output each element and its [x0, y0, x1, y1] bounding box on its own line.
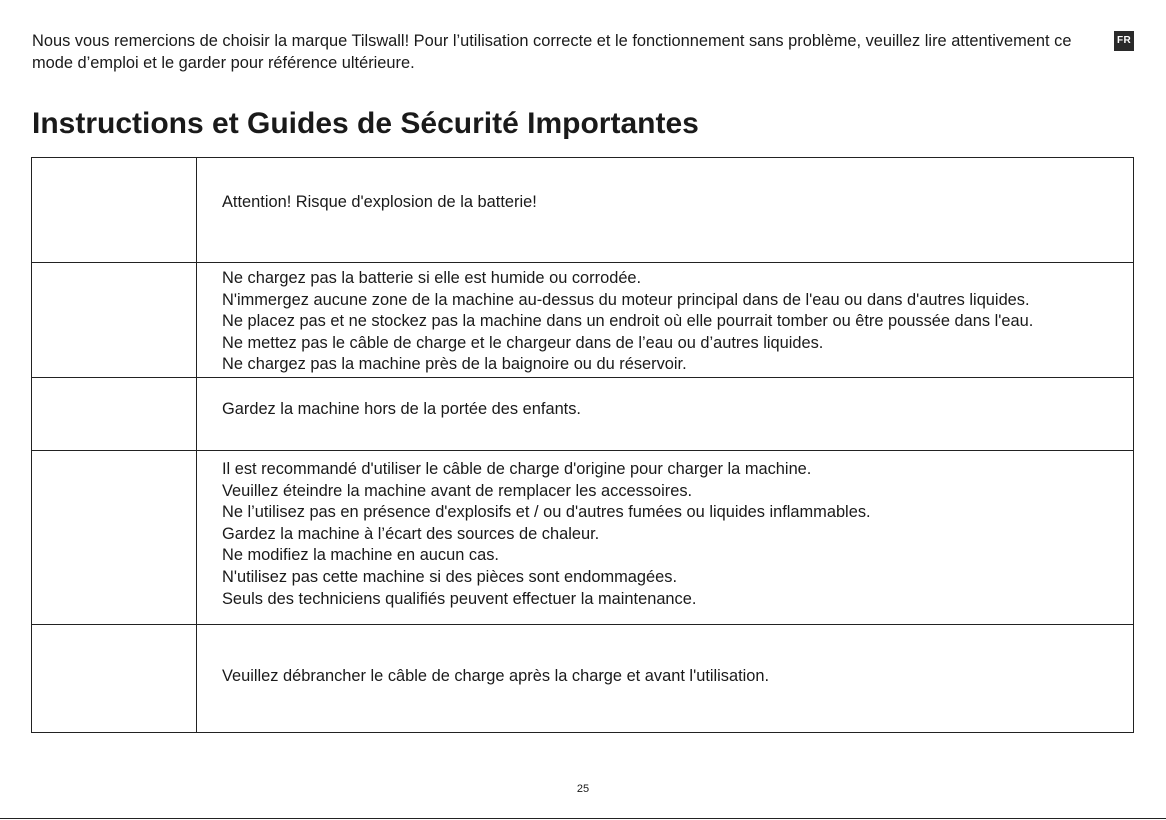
- safety-instruction: Ne l’utilisez pas en présence d'explosifs et / ou d'autres fumées ou liquides inflammables.: [222, 503, 871, 522]
- safety-row-unplug: [32, 625, 1133, 732]
- safety-text-cell: [197, 263, 1133, 377]
- safety-instruction: Veuillez débrancher le câble de charge après la charge et avant l'utilisation.: [222, 667, 770, 685]
- safety-instruction: Il est recommandé d'utiliser le câble de charge d'origine pour charger la machine.: [222, 460, 812, 478]
- intro-line-2: mode d’emploi et le garder pour référence ultérieure.: [32, 54, 415, 72]
- page-number: 25: [576, 783, 590, 795]
- safety-icon-cell: [32, 263, 197, 377]
- bottom-divider: [0, 818, 1166, 819]
- page-title: Instructions et Guides de Sécurité Importantes: [32, 107, 699, 140]
- safety-icon-cell: [32, 451, 197, 624]
- safety-row-battery-explosion: [32, 158, 1133, 263]
- safety-instruction: Attention! Risque d'explosion de la batterie!: [222, 193, 537, 211]
- intro-line-1: Nous vous remercions de choisir la marque Tilswall! Pour l’utilisation correcte et le fonctionnement sans problème, veuillez lire attentivement ce: [32, 32, 1072, 50]
- language-badge: FR: [1114, 31, 1134, 51]
- safety-icon-cell: [32, 625, 197, 732]
- safety-instruction: Ne placez pas et ne stockez pas la machine dans un endroit où elle pourrait tomber ou être poussée dans l'eau.: [222, 312, 1034, 331]
- safety-text-cell: [197, 451, 1133, 624]
- safety-instruction: Veuillez éteindre la machine avant de remplacer les accessoires.: [222, 481, 693, 500]
- safety-icon-cell: [32, 158, 197, 262]
- safety-instruction: Ne chargez pas la machine près de la baignoire ou du réservoir.: [222, 355, 687, 374]
- safety-row-children: [32, 378, 1133, 451]
- safety-text-cell: [197, 158, 1133, 262]
- safety-instruction: N'immergez aucune zone de la machine au-dessus du moteur principal dans de l'eau ou dans d'autres liquides.: [222, 290, 1030, 309]
- safety-instruction: Ne mettez pas le câble de charge et le chargeur dans de l’eau ou d’autres liquides.: [222, 333, 824, 352]
- intro-paragraph: [32, 30, 1102, 74]
- safety-instruction: Gardez la machine à l’écart des sources de chaleur.: [222, 524, 600, 543]
- safety-text-cell: [197, 625, 1133, 732]
- safety-row-water: [32, 263, 1133, 378]
- safety-instruction: N'utilisez pas cette machine si des pièces sont endommagées.: [222, 567, 678, 586]
- safety-instruction: Ne chargez pas la batterie si elle est humide ou corrodée.: [222, 269, 642, 287]
- safety-icon-cell: [32, 378, 197, 450]
- safety-row-usage: [32, 451, 1133, 625]
- safety-instruction: Seuls des techniciens qualifiés peuvent effectuer la maintenance.: [222, 589, 697, 608]
- safety-instruction: Ne modifiez la machine en aucun cas.: [222, 546, 499, 565]
- safety-table: [31, 157, 1134, 733]
- safety-text-cell: [197, 378, 1133, 450]
- safety-instruction: Gardez la machine hors de la portée des enfants.: [222, 400, 581, 418]
